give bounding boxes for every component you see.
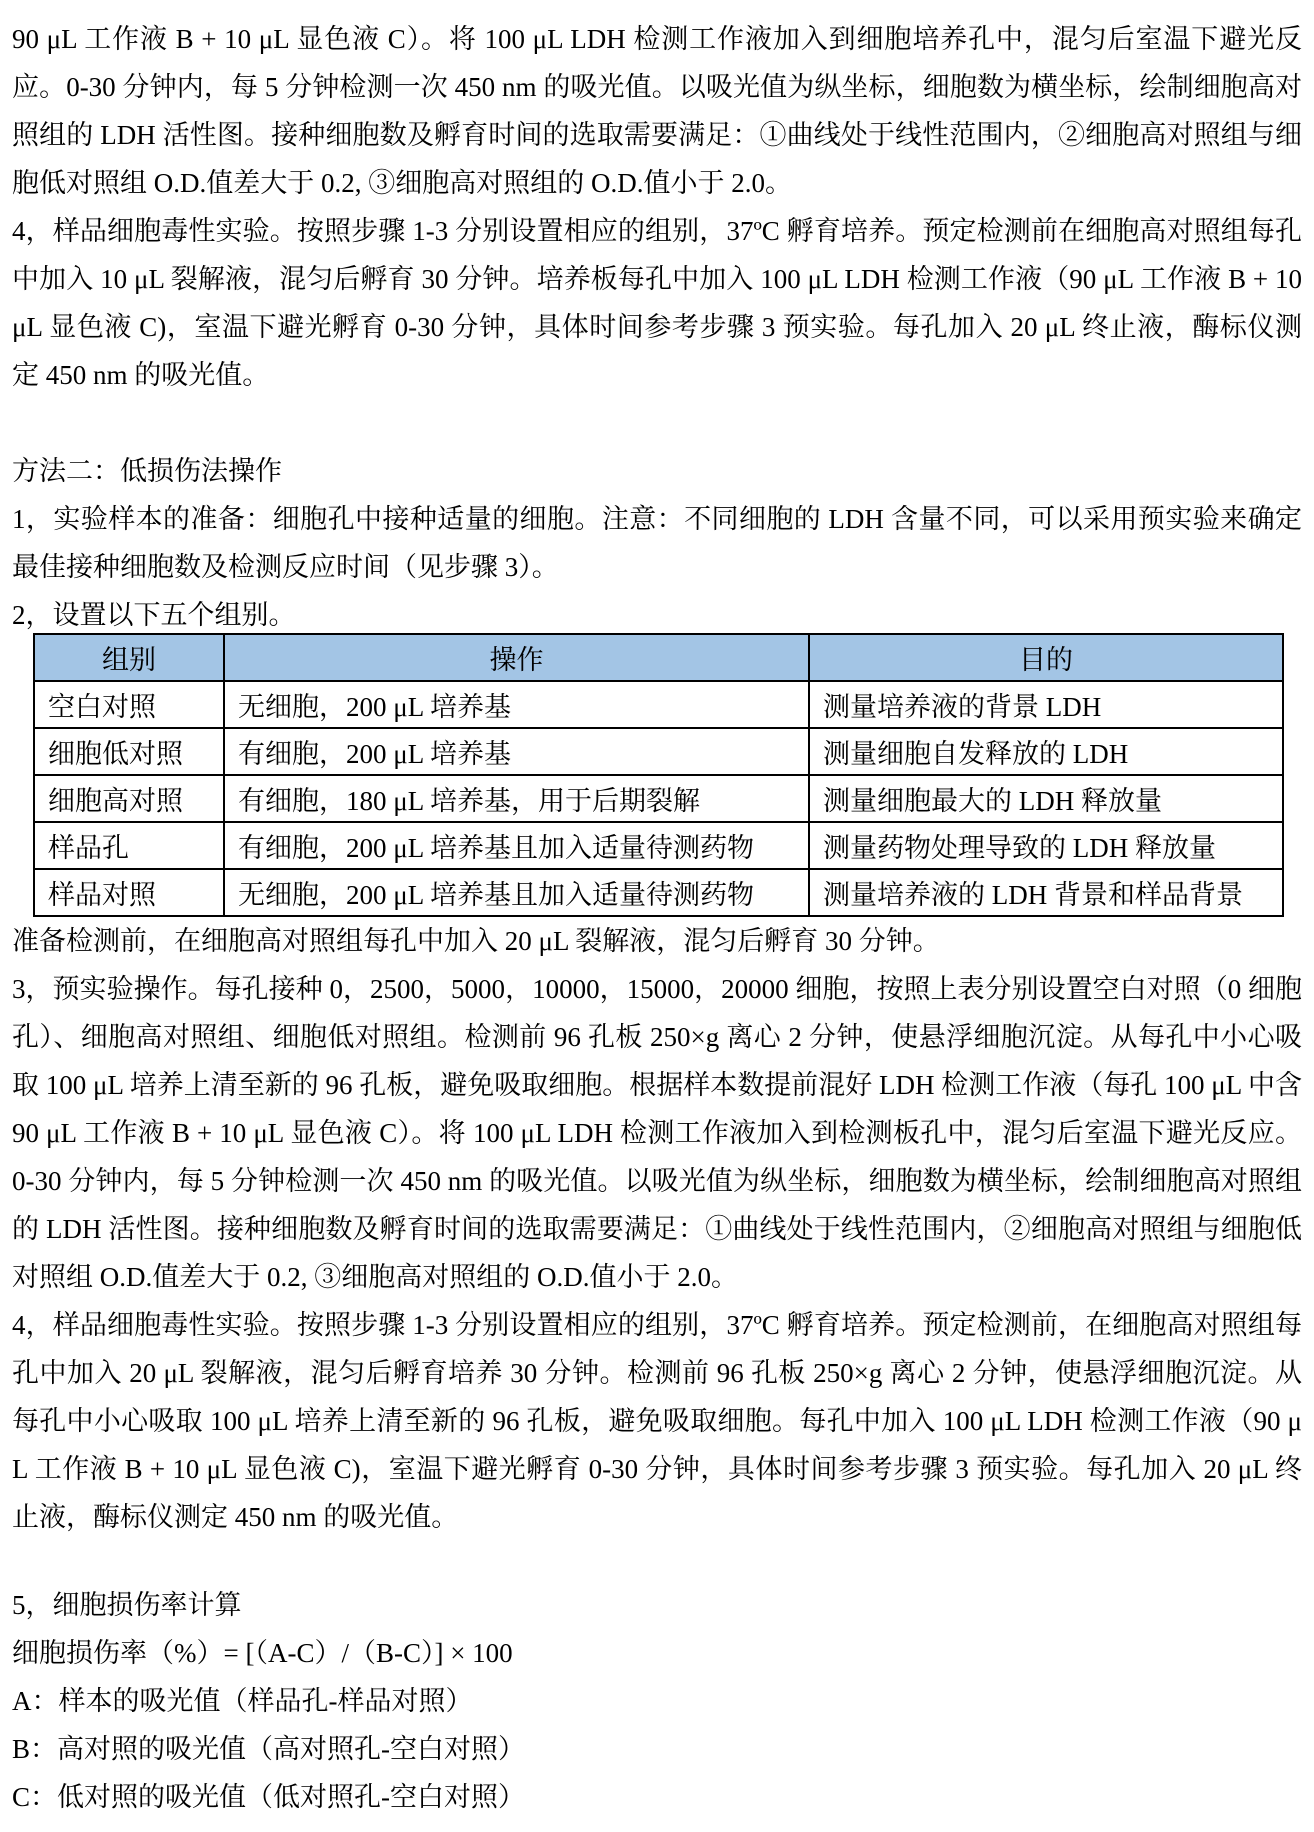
legend-c: C：低对照的吸光值（低对照孔-空白对照） — [12, 1782, 525, 1812]
table-row — [34, 681, 1283, 728]
cell-purpose: 测量细胞自发释放的 LDH — [809, 728, 1283, 775]
legend-a: A：样本的吸光值（样品孔-样品对照） — [12, 1686, 473, 1716]
cell-purpose: 测量培养液的 LDH 背景和样品背景 — [809, 869, 1283, 916]
groups-table — [33, 633, 1284, 917]
paragraph-step4-method1: 4，样品细胞毒性实验。按照步骤 1-3 分别设置相应的组别，37ºC 孵育培养。预定检测前在细胞高对照组每孔中加入 10 μL 裂解液，混匀后孵育 30 分钟。培养板每孔中加入 100 μL LDH 检测工作液（90 μL 工作液 B + 10 μL 显色液 C)，室温下避光孵育 0-30 分钟，具体时间参考步骤 3 预实验。每孔加入 20 μL 终止液，酶标仪测定 450 nm 的吸光值。 — [12, 216, 1302, 390]
table-row — [34, 822, 1283, 869]
method2-heading: 方法二：低损伤法操作 — [12, 456, 282, 486]
table-row — [34, 775, 1283, 822]
table-header-purpose: 目的 — [809, 634, 1283, 681]
cell-group: 空白对照 — [34, 681, 224, 728]
table-header-group: 组别 — [34, 634, 224, 681]
note-after-table: 准备检测前，在细胞高对照组每孔中加入 20 μL 裂解液，混匀后孵育 30 分钟。 — [12, 926, 940, 956]
cell-group: 细胞低对照 — [34, 728, 224, 775]
legend-b: B：高对照的吸光值（高对照孔-空白对照） — [12, 1734, 525, 1764]
blank-line — [12, 399, 1302, 447]
blank-line — [12, 1541, 1302, 1581]
cell-operation: 无细胞，200 μL 培养基 — [224, 681, 809, 728]
cell-group: 样品孔 — [34, 822, 224, 869]
paragraph-step2: 2，设置以下五个组别。 — [12, 600, 296, 630]
cell-purpose: 测量细胞最大的 LDH 释放量 — [809, 775, 1283, 822]
cell-operation: 有细胞，200 μL 培养基 — [224, 728, 809, 775]
table-row — [34, 728, 1283, 775]
paragraph-step4-method2: 4，样品细胞毒性实验。按照步骤 1-3 分别设置相应的组别，37ºC 孵育培养。预定检测前，在细胞高对照组每孔中加入 20 μL 裂解液，混匀后孵育培养 30 分钟。检测前 96 孔板 250×g 离心 2 分钟，使悬浮细胞沉淀。从每孔中小心吸取 100 μL 培养上清至新的 96 孔板，避免吸取细胞。每孔中加入 100 μL LDH 检测工作液（90 μL 工作液 B + 10 μL 显色液 C)，室温下避光孵育 0-30 分钟，具体时间参考步骤 3 预实验。每孔加入 20 μL 终止液，酶标仪测定 450 nm 的吸光值。 — [12, 1310, 1302, 1532]
table-header-row — [34, 634, 1283, 681]
damage-rate-formula: 细胞损伤率（%）= [（A-C）/（B-C）] × 100 — [12, 1638, 513, 1668]
section5-heading: 5，细胞损伤率计算 — [12, 1590, 242, 1620]
cell-purpose: 测量药物处理导致的 LDH 释放量 — [809, 822, 1283, 869]
cell-group: 样品对照 — [34, 869, 224, 916]
cell-group: 细胞高对照 — [34, 775, 224, 822]
paragraph-intro-continued: 90 μL 工作液 B + 10 μL 显色液 C）。将 100 μL LDH 检测工作液加入到细胞培养孔中，混匀后室温下避光反应。0-30 分钟内，每 5 分钟检测一次 450 nm 的吸光值。以吸光值为纵坐标，细胞数为横坐标，绘制细胞高对照组的 LDH 活性图。接种细胞数及孵育时间的选取需要满足：①曲线处于线性范围内，②细胞高对照组与细胞低对照组 O.D.值差大于 0.2, ③细胞高对照组的 O.D.值小于 2.0。 — [12, 24, 1302, 198]
cell-operation: 无细胞，200 μL 培养基且加入适量待测药物 — [224, 869, 809, 916]
table-row — [34, 869, 1283, 916]
paragraph-step3: 3，预实验操作。每孔接种 0，2500，5000，10000，15000，20000 细胞，按照上表分别设置空白对照（0 细胞孔）、细胞高对照组、细胞低对照组。检测前 96 孔板 250×g 离心 2 分钟，使悬浮细胞沉淀。从每孔中小心吸取 100 μL 培养上清至新的 96 孔板，避免吸取细胞。根据样本数提前混好 LDH 检测工作液（每孔 100 μL 中含 90 μL 工作液 B + 10 μL 显色液 C）。将 100 μL LDH 检测工作液加入到检测板孔中，混匀后室温下避光反应。0-30 分钟内，每 5 分钟检测一次 450 nm 的吸光值。以吸光值为纵坐标，细胞数为横坐标，绘制细胞高对照组的 LDH 活性图。接种细胞数及孵育时间的选取需要满足：①曲线处于线性范围内，②细胞高对照组与细胞低对照组 O.D.值差大于 0.2, ③细胞高对照组的 O.D.值小于 2.0。 — [12, 974, 1302, 1292]
cell-operation: 有细胞，200 μL 培养基且加入适量待测药物 — [224, 822, 809, 869]
cell-purpose: 测量培养液的背景 LDH — [809, 681, 1283, 728]
table-header-operation: 操作 — [224, 634, 809, 681]
cell-operation: 有细胞，180 μL 培养基，用于后期裂解 — [224, 775, 809, 822]
paragraph-step1: 1，实验样本的准备：细胞孔中接种适量的细胞。注意：不同细胞的 LDH 含量不同，可以采用预实验来确定最佳接种细胞数及检测反应时间（见步骤 3）。 — [12, 504, 1302, 582]
